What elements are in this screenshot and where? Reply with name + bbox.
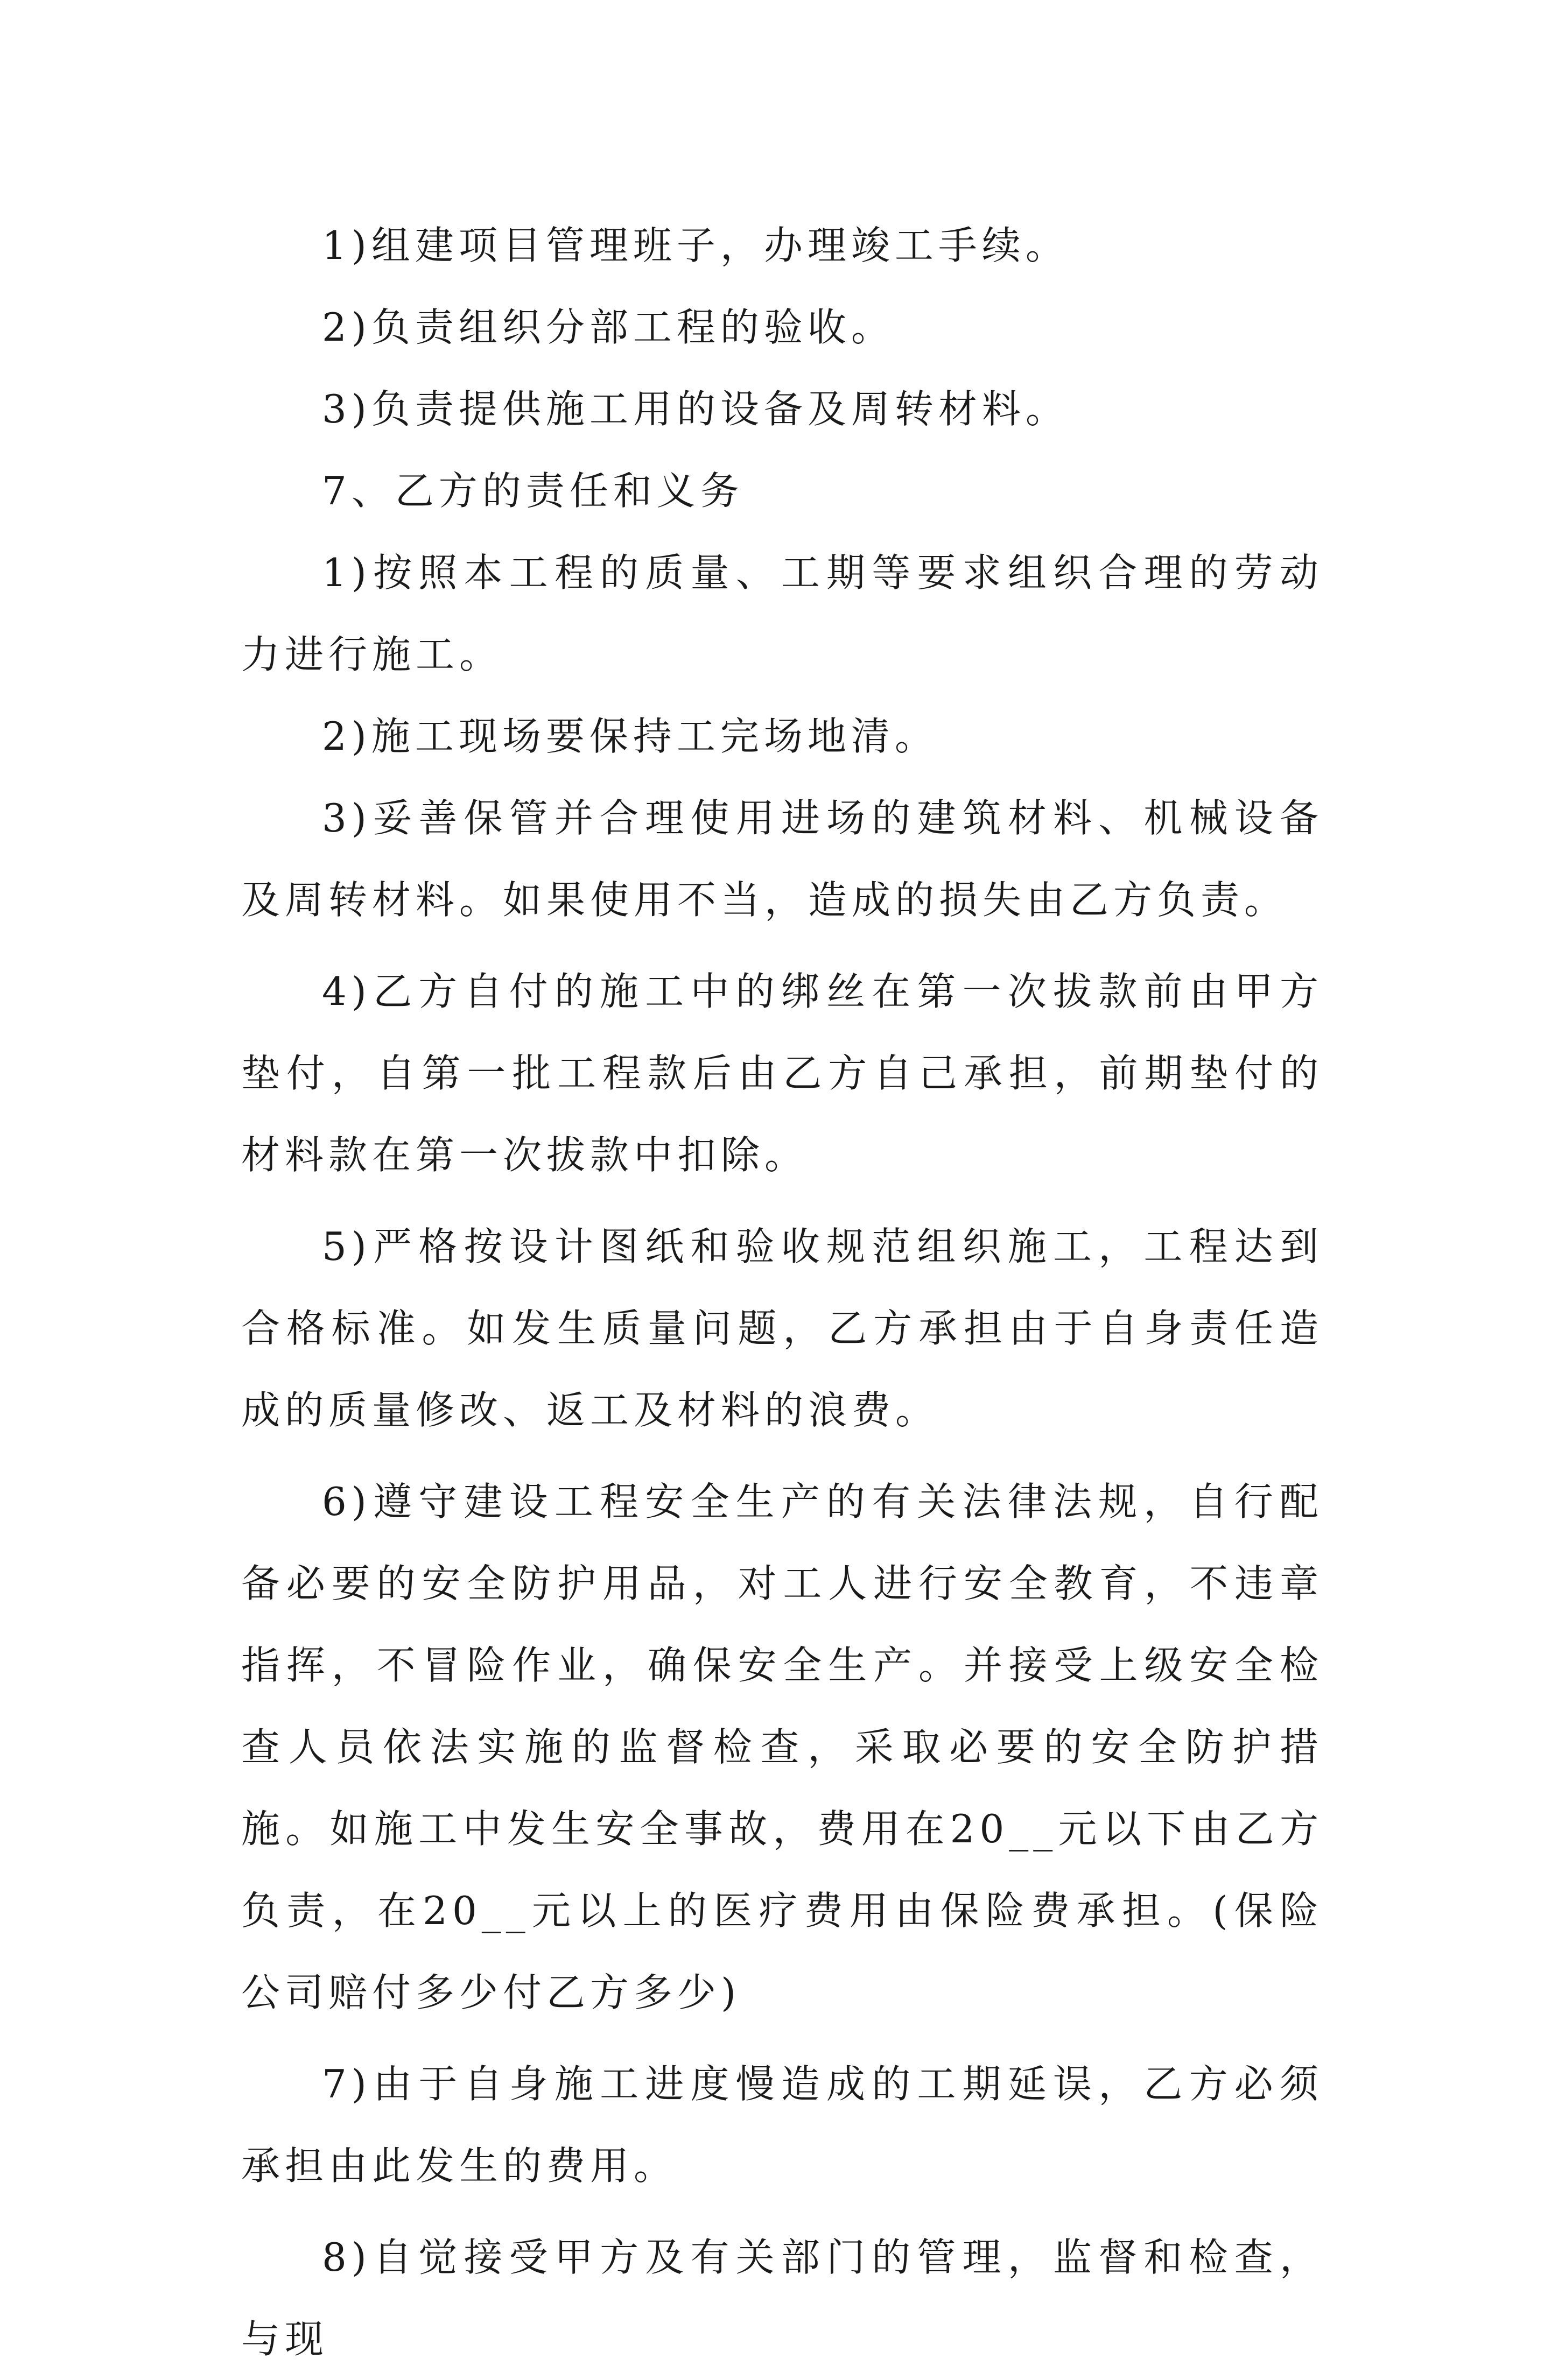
paragraph-party-a-duty-1: 1)组建项目管理班子，办理竣工手续。 — [322, 223, 1069, 268]
section-heading-party-b: 7、乙方的责任和义务 — [322, 468, 744, 513]
paragraph-party-b-duty-8: 8)自觉接受甲方及有关部门的管理，监督和检查，与现 — [241, 2235, 1323, 2362]
paragraph-party-b-duty-6: 6)遵守建设工程安全生产的有关法律法规，自行配备必要的安全防护用品，对工人进行安全教育，不违章指挥，不冒险作业，确保安全生产。并接受上级安全检查人员依法实施的监督检查，采取必要的安全防护措施。如施工中发生安全事故，费用在20__元以下由乙方负责，在20__元以上的医疗费用由保险费承担。(保险公司赔付多少付乙方多少) — [241, 1479, 1323, 2015]
paragraph-party-a-duty-3: 3)负责提供施工用的设备及周转材料。 — [322, 386, 1069, 432]
paragraph-party-b-duty-1: 1)按照本工程的质量、工期等要求组织合理的劳动力进行施工。 — [241, 550, 1323, 677]
paragraph-party-b-duty-4: 4)乙方自付的施工中的绑丝在第一次拔款前由甲方垫付，自第一批工程款后由乙方自己承担，前期垫付的材料款在第一次拔款中扣除。 — [241, 969, 1323, 1178]
document-body — [241, 205, 1323, 2380]
paragraph-party-b-duty-7: 7)由于自身施工进度慢造成的工期延误，乙方必须承担由此发生的费用。 — [241, 2061, 1323, 2188]
paragraph-party-b-duty-3: 3)妥善保管并合理使用进场的建筑材料、机械设备及周转材料。如果使用不当，造成的损失由乙方负责。 — [241, 795, 1323, 923]
paragraph-party-a-duty-2: 2)负责组织分部工程的验收。 — [322, 305, 895, 350]
paragraph-party-b-duty-5: 5)严格按设计图纸和验收规范组织施工，工程达到合格标准。如发生质量问题，乙方承担由于自身责任造成的质量修改、返工及材料的浪费。 — [241, 1224, 1323, 1433]
paragraph-party-b-duty-2: 2)施工现场要保持工完场地清。 — [322, 714, 938, 759]
